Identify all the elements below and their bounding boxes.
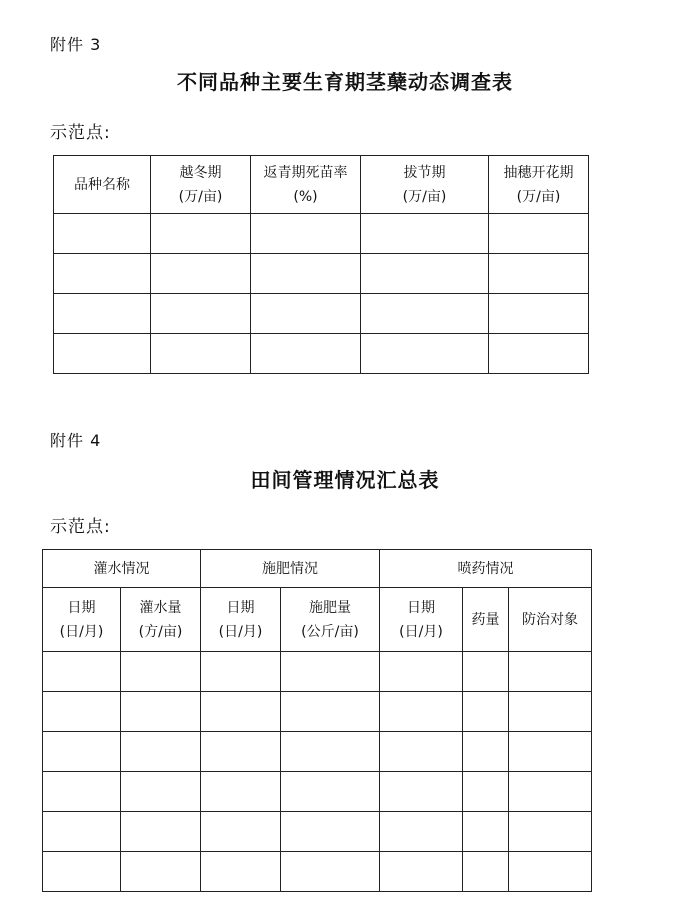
table-cell[interactable] (121, 692, 201, 732)
table-cell[interactable] (251, 214, 361, 254)
table-cell[interactable] (463, 812, 509, 852)
tiller-dynamics-table (53, 155, 589, 374)
table-cell[interactable] (43, 652, 121, 692)
table-cell[interactable] (489, 294, 589, 334)
table-cell[interactable] (380, 652, 463, 692)
table-cell[interactable] (121, 652, 201, 692)
table-cell[interactable] (201, 692, 281, 732)
subheader-spraying-date: 日期 (日/月) (380, 588, 463, 652)
appendix-3-demo-point: 示范点: (50, 123, 111, 143)
table-row (54, 214, 589, 254)
table-cell[interactable] (43, 732, 121, 772)
table-row (54, 294, 589, 334)
table-cell[interactable] (463, 692, 509, 732)
table-cell[interactable] (151, 294, 251, 334)
table-cell[interactable] (463, 772, 509, 812)
table-cell[interactable] (489, 254, 589, 294)
table-cell[interactable] (281, 852, 380, 892)
table-row (43, 812, 592, 852)
table-cell[interactable] (121, 812, 201, 852)
table-cell[interactable] (54, 254, 151, 294)
table-cell[interactable] (463, 652, 509, 692)
table-row (54, 254, 589, 294)
table-cell[interactable] (151, 334, 251, 374)
table-cell[interactable] (251, 254, 361, 294)
field-management-table (42, 549, 592, 892)
table-cell[interactable] (281, 652, 380, 692)
header-variety: 品种名称 (54, 156, 151, 214)
table-cell[interactable] (43, 772, 121, 812)
table-cell[interactable] (361, 254, 489, 294)
table-row (54, 334, 589, 374)
table-cell[interactable] (380, 732, 463, 772)
table-cell[interactable] (380, 772, 463, 812)
subheader-irrigation-amount: 灌水量 (方/亩) (121, 588, 201, 652)
table-cell[interactable] (380, 812, 463, 852)
subheader-target-pest: 防治对象 (509, 588, 592, 652)
table-cell[interactable] (201, 652, 281, 692)
group-spraying: 喷药情况 (380, 550, 592, 588)
table-cell[interactable] (121, 732, 201, 772)
group-irrigation: 灌水情况 (43, 550, 201, 588)
table-cell[interactable] (121, 852, 201, 892)
table-cell[interactable] (463, 852, 509, 892)
appendix-3-title: 不同品种主要生育期茎蘖动态调查表 (177, 70, 513, 94)
table-cell[interactable] (43, 852, 121, 892)
table-cell[interactable] (121, 772, 201, 812)
table-row (43, 852, 592, 892)
table-cell[interactable] (201, 772, 281, 812)
table-cell[interactable] (201, 732, 281, 772)
table-cell[interactable] (151, 214, 251, 254)
table-cell[interactable] (361, 294, 489, 334)
table-cell[interactable] (509, 812, 592, 852)
table-cell[interactable] (509, 732, 592, 772)
header-heading-flowering: 抽穗开花期 (万/亩) (489, 156, 589, 214)
subheader-fertilizer-amount: 施肥量 (公斤/亩) (281, 588, 380, 652)
table-cell[interactable] (509, 852, 592, 892)
table-row (43, 732, 592, 772)
header-overwinter: 越冬期 (万/亩) (151, 156, 251, 214)
table-cell[interactable] (509, 692, 592, 732)
table-cell[interactable] (380, 852, 463, 892)
table-cell[interactable] (380, 692, 463, 732)
table-cell[interactable] (509, 652, 592, 692)
table-cell[interactable] (509, 772, 592, 812)
table-cell[interactable] (151, 254, 251, 294)
table-cell[interactable] (54, 334, 151, 374)
appendix-4-label: 附件 4 (50, 431, 102, 450)
appendix-4-title: 田间管理情况汇总表 (250, 468, 440, 492)
table-cell[interactable] (281, 772, 380, 812)
table-cell[interactable] (43, 812, 121, 852)
header-jointing: 拔节期 (万/亩) (361, 156, 489, 214)
table-row (43, 772, 592, 812)
table-cell[interactable] (251, 294, 361, 334)
subheader-fertilization-date: 日期 (日/月) (201, 588, 281, 652)
table-cell[interactable] (201, 852, 281, 892)
appendix-3-label: 附件 3 (50, 35, 102, 54)
table-row (43, 692, 592, 732)
table-cell[interactable] (281, 692, 380, 732)
table-cell[interactable] (489, 334, 589, 374)
group-fertilization: 施肥情况 (201, 550, 380, 588)
table-row (43, 652, 592, 692)
table-cell[interactable] (463, 732, 509, 772)
table-cell[interactable] (361, 334, 489, 374)
appendix-4-demo-point: 示范点: (50, 517, 111, 537)
table-cell[interactable] (54, 294, 151, 334)
table-cell[interactable] (54, 214, 151, 254)
table-cell[interactable] (281, 732, 380, 772)
table-cell[interactable] (201, 812, 281, 852)
table-cell[interactable] (281, 812, 380, 852)
subheader-irrigation-date: 日期 (日/月) (43, 588, 121, 652)
table-cell[interactable] (251, 334, 361, 374)
header-regreening-mortality: 返青期死苗率 (%) (251, 156, 361, 214)
table-cell[interactable] (361, 214, 489, 254)
table-cell[interactable] (43, 692, 121, 732)
table-cell[interactable] (489, 214, 589, 254)
subheader-dosage: 药量 (463, 588, 509, 652)
